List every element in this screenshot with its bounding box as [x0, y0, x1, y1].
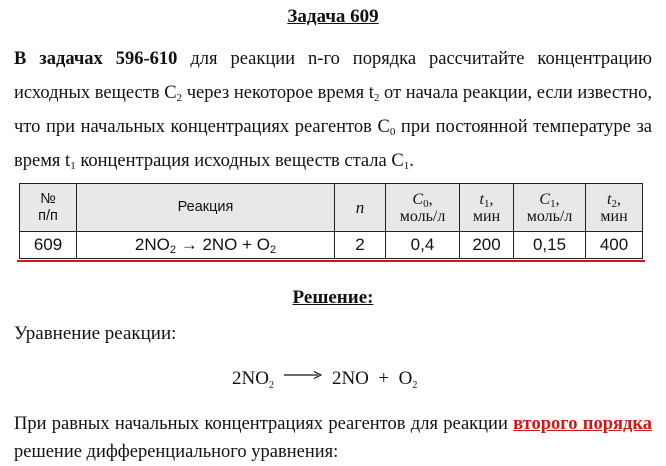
- header-number: № п/п: [20, 184, 77, 232]
- statement-text: от начала реакции, если известно, что при начальных концентрациях реагентов С: [14, 83, 653, 137]
- table-row: [20, 232, 643, 259]
- table-header-row: [20, 184, 643, 232]
- cell-c1: 0,15: [514, 232, 586, 259]
- subscript: 2: [412, 380, 418, 391]
- header-t1: $t_1$, мин: [460, 184, 514, 232]
- equation-left: 2NO: [232, 368, 269, 389]
- cell-number: 609: [20, 232, 77, 259]
- statement-text: для реакции n-го порядка рассчитайте концентрацию исходных веществ С: [14, 49, 652, 103]
- subscript: 2: [176, 92, 183, 104]
- cell-n: 2: [335, 232, 386, 259]
- task-title: Задача 609: [287, 6, 379, 27]
- header-n: n: [335, 184, 386, 232]
- statement-text: концентрация исходных веществ стала С: [75, 151, 404, 171]
- statement-text: при постоянной температуре за время t: [14, 117, 652, 171]
- cell-t2: 400: [586, 232, 643, 259]
- solution-paragraph: [14, 410, 652, 466]
- header-c0: $C_0$, моль/л: [386, 184, 460, 232]
- long-arrow-icon: [284, 371, 322, 379]
- statement-text: через некоторое время t: [182, 83, 374, 103]
- cell-reaction: $2NO_2 \to 2NO + O_2$: [77, 232, 335, 259]
- reaction-order-highlight: второго порядка: [513, 414, 652, 434]
- cell-c0: 0,4: [386, 232, 460, 259]
- cell-t1: 200: [460, 232, 514, 259]
- header-reaction: Реакция: [77, 184, 335, 232]
- header-c1: $C_1$, моль/л: [514, 184, 586, 232]
- equation-label: Уравнение реакции:: [14, 323, 177, 344]
- task-range: В задачах 596-610: [14, 49, 178, 69]
- subscript: 2: [373, 92, 380, 104]
- subscript: 0: [389, 126, 396, 138]
- task-statement: [14, 42, 652, 178]
- statement-text: .: [409, 151, 414, 171]
- header-t2: $t_2$, мин: [586, 184, 643, 232]
- paragraph-text: При равных начальных концентрациях реагентов для реакции: [14, 414, 514, 434]
- reaction-equation: [232, 368, 417, 390]
- solution-heading: Решение:: [292, 287, 374, 308]
- subscript: 1: [403, 160, 410, 172]
- red-underline: [17, 260, 645, 262]
- data-table: [19, 183, 643, 259]
- subscript: 1: [70, 160, 76, 172]
- equation-right: 2NO + O: [331, 368, 413, 389]
- subscript: 2: [268, 380, 274, 391]
- paragraph-text: решение дифференциального уравнения:: [14, 442, 339, 462]
